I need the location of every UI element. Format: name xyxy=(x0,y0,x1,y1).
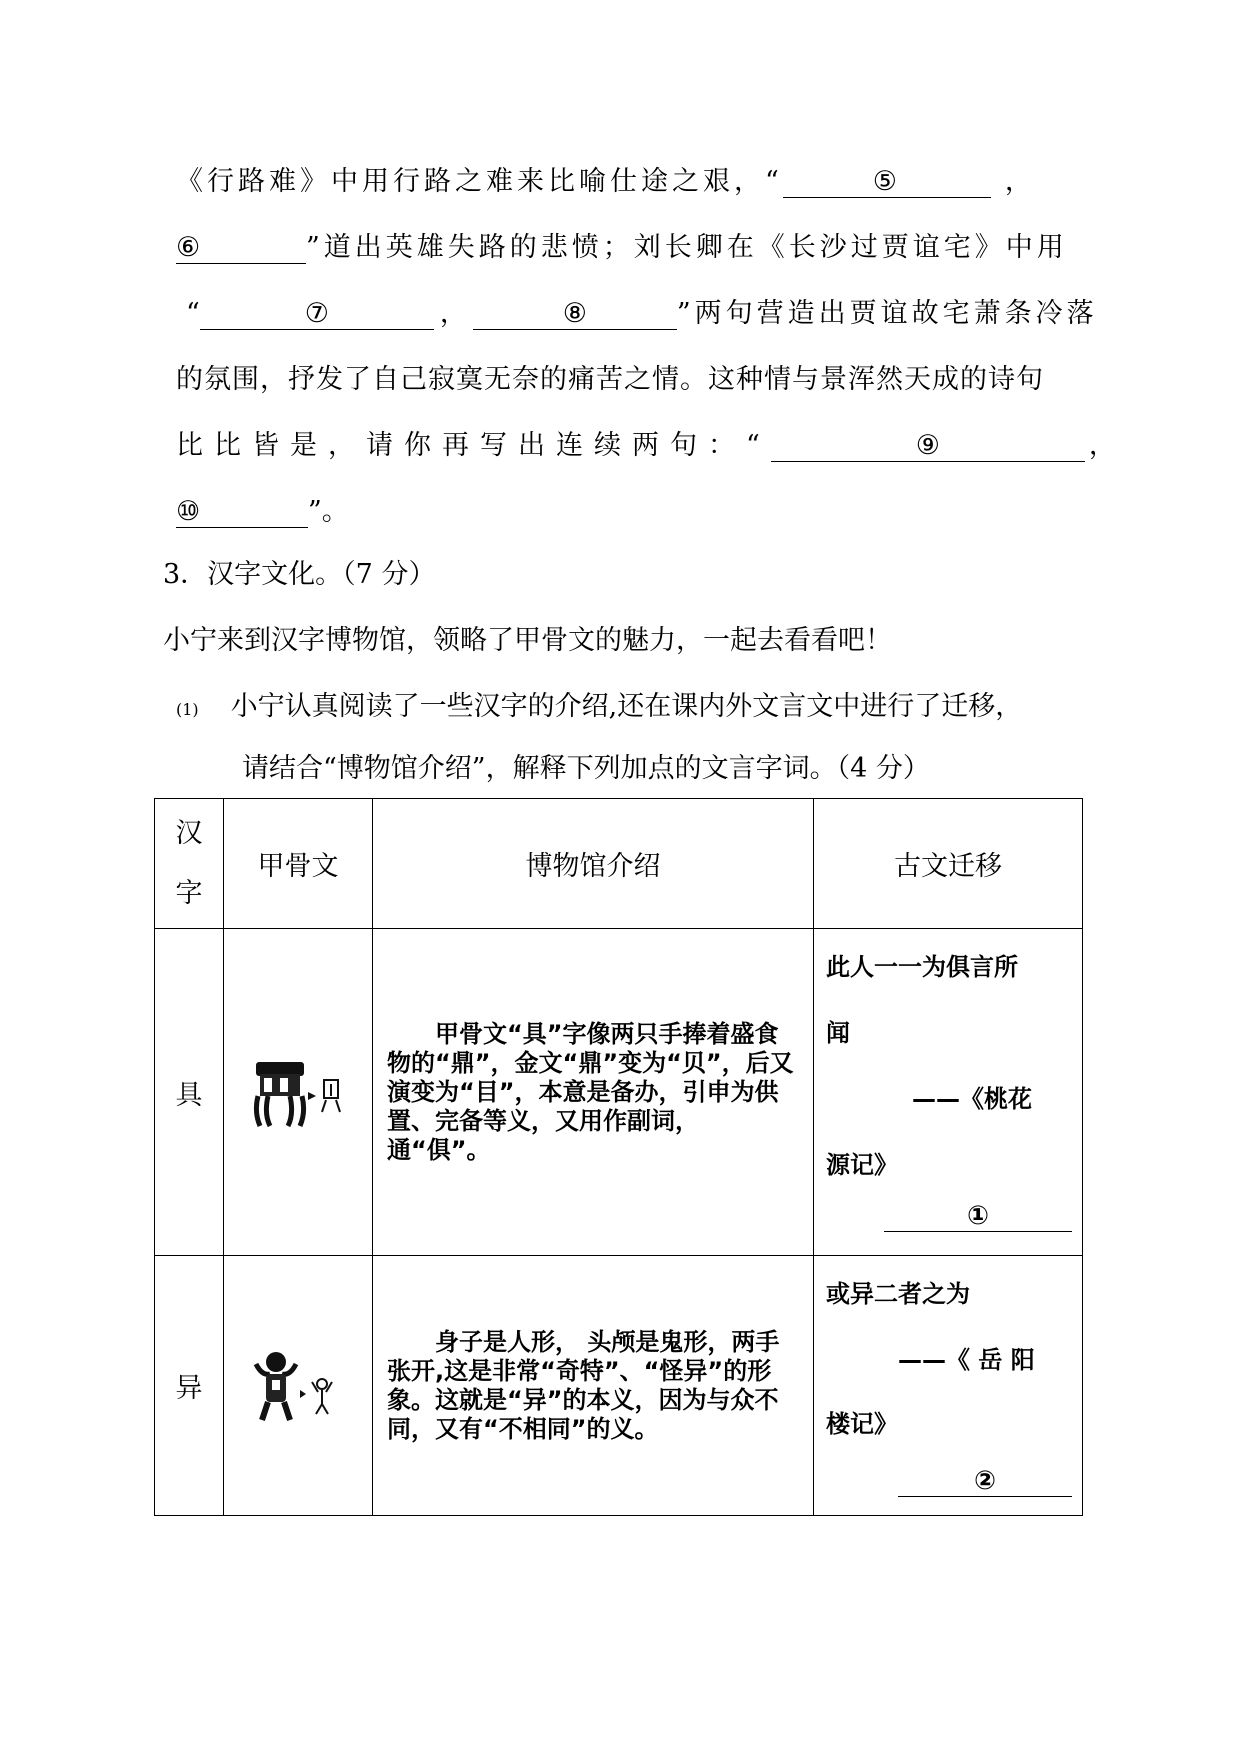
poem-line-1: 《行路难》中用行路之难来比喻仕途之艰，“ ⑤ ， xyxy=(176,166,1036,197)
answer-blank-2[interactable]: ② xyxy=(898,1466,1072,1497)
header-oracle: 甲骨文 xyxy=(224,799,373,929)
blank-10[interactable]: ⑩ xyxy=(176,497,308,528)
oracle-glyph-cell xyxy=(224,929,373,1256)
oracle-bone-yi-icon xyxy=(248,1346,348,1426)
blank-6[interactable]: ⑥ xyxy=(176,233,306,264)
hanzi-table xyxy=(154,798,1083,1516)
answer-blank-1[interactable]: ① xyxy=(884,1201,1072,1232)
table-row xyxy=(155,1256,1083,1516)
classic-cell-yi: 或异二者之为 ——《 岳 阳 楼记》 ② xyxy=(814,1256,1083,1516)
header-museum: 博物馆介绍 xyxy=(373,799,814,929)
poem-line-3: “ ⑦ ， ⑧ ”两句营造出贾谊故宅萧条冷落 xyxy=(186,298,1098,329)
museum-intro-ju: 甲骨文“具”字像两只手捧着盛食物的“鼎”，金文“鼎”变为“贝”，后又演变为“目”，本意是备办，引申为供置、完备等义，又用作副词，通“俱”。 xyxy=(373,929,814,1256)
museum-intro-yi: 身子是人形， 头颅是鬼形，两手张开,这是非常“奇特”、“怪异”的形象。这就是“异”的本义，因为与众不同，又有“不相同”的义。 xyxy=(373,1256,814,1516)
blank-7[interactable]: ⑦ xyxy=(200,299,434,330)
header-hanzi: 汉 字 xyxy=(155,799,224,929)
subquestion-1: (1) 小宁认真阅读了一些汉字的介绍,还在课内外文言文中进行了迁移， xyxy=(176,691,1023,722)
oracle-bone-ju-icon xyxy=(248,1052,348,1132)
classic-cell-ju: 此人一一为俱言所 闻 ——《桃花 源记》 ① xyxy=(814,929,1083,1256)
header-classic: 古文迁移 xyxy=(814,799,1083,929)
poem-line-2: ⑥ ”道出英雄失路的悲愤；刘长卿在《长沙过贾谊宅》中用 xyxy=(176,232,1068,263)
oracle-glyph-cell xyxy=(224,1256,373,1516)
row-char-yi: 异 xyxy=(155,1256,224,1516)
poem-line-4: 的氛围，抒发了自己寂寞无奈的痛苦之情。这种情与景浑然天成的诗句 xyxy=(176,364,1044,395)
question-3-intro: 小宁来到汉字博物馆，领略了甲骨文的魅力，一起去看看吧！ xyxy=(163,625,892,656)
poem-line-5: 比比皆是，请你再写出连续两句：“ ⑨ ， xyxy=(176,430,1116,461)
poem-line-6: ⑩ ”。 xyxy=(176,496,349,527)
table-header-row xyxy=(155,799,1083,929)
table-row xyxy=(155,929,1083,1256)
row-char-ju: 具 xyxy=(155,929,224,1256)
subquestion-1-cont: 请结合“博物馆介绍”，解释下列加点的文言字词。（4 分） xyxy=(242,753,930,784)
blank-8[interactable]: ⑧ xyxy=(473,299,677,330)
question-3-title: 3．汉字文化。（7 分） xyxy=(163,559,436,590)
blank-5[interactable]: ⑤ xyxy=(783,167,991,198)
blank-9[interactable]: ⑨ xyxy=(771,431,1085,462)
